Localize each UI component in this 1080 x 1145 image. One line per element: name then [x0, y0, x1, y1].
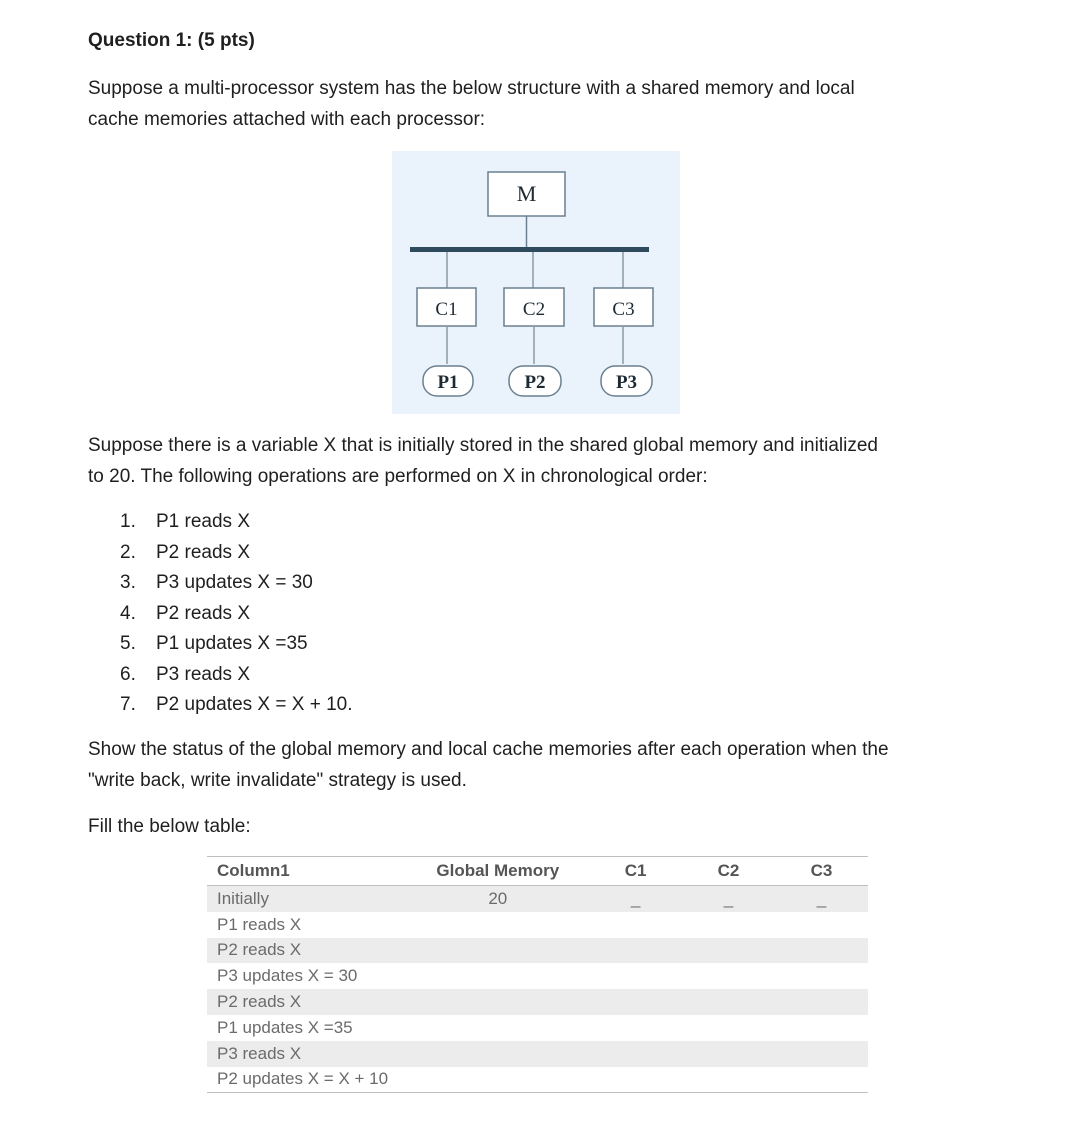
cell-c3[interactable]	[775, 1041, 868, 1067]
cell-global-memory[interactable]	[406, 963, 589, 989]
cell-c1[interactable]	[589, 989, 682, 1015]
operation-text: P3 reads X	[156, 663, 250, 685]
operation-number: 3.	[120, 572, 136, 593]
cache-label-c2: C2	[522, 299, 546, 320]
variable-line-1: Suppose there is a variable X that is initially stored in the shared global memory and initialized	[88, 435, 878, 456]
cell-c2[interactable]	[682, 1015, 775, 1041]
status-table-grid	[207, 856, 868, 1093]
intro-paragraph	[88, 73, 1038, 135]
system-bus	[410, 247, 649, 252]
operation-item	[120, 538, 352, 569]
header-c1: C1	[589, 857, 682, 886]
operation-item	[120, 690, 352, 721]
cell-c3[interactable]: _	[775, 886, 868, 912]
cell-c2[interactable]	[682, 1041, 775, 1067]
operation-item	[120, 599, 352, 630]
operations-list	[120, 507, 352, 721]
cell-c3[interactable]	[775, 1015, 868, 1041]
operation-item	[120, 568, 352, 599]
cell-c1[interactable]: _	[589, 886, 682, 912]
cell-global-memory[interactable]	[406, 938, 589, 964]
operation-text: P1 reads X	[156, 511, 250, 532]
cell-global-memory[interactable]	[406, 1067, 589, 1093]
row-label: P2 reads X	[207, 938, 406, 964]
header-c3: C3	[775, 857, 868, 886]
processor-label-p3: P3	[615, 372, 638, 393]
row-label: P3 reads X	[207, 1041, 406, 1067]
processor-label-p2: P2	[524, 372, 546, 393]
operation-text: P2 updates X = X + 10.	[156, 694, 353, 715]
operation-number: 7.	[120, 694, 136, 715]
multiprocessor-diagram	[392, 151, 680, 414]
variable-line-2: to 20. The following operations are performed on X in chronological order:	[88, 466, 708, 487]
intro-line-2: cache memories attached with each processor:	[88, 109, 486, 130]
cell-global-memory[interactable]	[406, 989, 589, 1015]
cell-c2[interactable]: _	[682, 886, 775, 912]
operation-number: 4.	[120, 602, 136, 624]
cell-c1[interactable]	[589, 963, 682, 989]
cell-c1[interactable]	[589, 1041, 682, 1067]
table-row	[207, 886, 868, 912]
cell-c2[interactable]	[682, 1067, 775, 1093]
cell-c2[interactable]	[682, 989, 775, 1015]
header-column1: Column1	[207, 857, 406, 886]
memory-label: M	[516, 181, 537, 206]
operation-text: P1 updates X =35	[156, 633, 308, 654]
cell-c2[interactable]	[682, 963, 775, 989]
operation-number: 6.	[120, 663, 136, 685]
cell-c1[interactable]	[589, 912, 682, 938]
operation-text: P2 reads X	[156, 541, 250, 563]
diagram-svg	[392, 151, 680, 414]
table-row	[207, 963, 868, 989]
cell-c1[interactable]	[589, 1067, 682, 1093]
row-label: P2 reads X	[207, 989, 406, 1015]
cell-c3[interactable]	[775, 1067, 868, 1093]
table-row	[207, 1015, 868, 1041]
processor-label-p1: P1	[437, 372, 459, 393]
cell-c3[interactable]	[775, 938, 868, 964]
cell-global-memory[interactable]	[406, 912, 589, 938]
table-row	[207, 1041, 868, 1067]
cell-c2[interactable]	[682, 912, 775, 938]
status-table	[207, 856, 868, 1093]
cell-c3[interactable]	[775, 912, 868, 938]
variable-paragraph	[88, 430, 1038, 492]
operation-item	[120, 629, 352, 660]
cell-global-memory[interactable]: 20	[406, 886, 589, 912]
cell-c1[interactable]	[589, 938, 682, 964]
operation-text: P2 reads X	[156, 602, 250, 624]
operation-number: 5.	[120, 633, 136, 654]
instruction-paragraph	[88, 734, 1038, 796]
cache-label-c1: C1	[435, 299, 458, 320]
intro-line-1: Suppose a multi-processor system has the below structure with a shared memory and local	[88, 78, 855, 99]
cell-global-memory[interactable]	[406, 1041, 589, 1067]
table-header-row	[207, 857, 868, 886]
instruction-line-2: "write back, write invalidate" strategy is used.	[88, 770, 467, 791]
row-label: P1 reads X	[217, 914, 302, 934]
cache-label-c3: C3	[612, 299, 635, 320]
row-label: Initially	[207, 886, 406, 912]
header-global-memory: Global Memory	[406, 857, 589, 886]
cell-c1[interactable]	[589, 1015, 682, 1041]
table-row	[207, 1067, 868, 1093]
table-row	[207, 989, 868, 1015]
operation-number: 2.	[120, 541, 136, 563]
row-label: P1 updates X =35	[217, 1017, 353, 1037]
fill-table-label: Fill the below table:	[88, 816, 251, 837]
row-label: P2 updates X = X + 10	[207, 1067, 406, 1093]
cell-c3[interactable]	[775, 963, 868, 989]
operation-number: 1.	[120, 511, 136, 532]
cell-c2[interactable]	[682, 938, 775, 964]
instruction-line-1: Show the status of the global memory and local cache memories after each operation when the	[88, 739, 889, 760]
row-label: P3 updates X = 30	[217, 966, 358, 986]
cell-c3[interactable]	[775, 989, 868, 1015]
header-c2: C2	[682, 857, 775, 886]
table-row	[207, 938, 868, 964]
cell-global-memory[interactable]	[406, 1015, 589, 1041]
operation-item	[120, 507, 352, 538]
operation-text: P3 updates X = 30	[156, 572, 313, 593]
table-row	[207, 912, 868, 938]
question-title: Question 1: (5 pts)	[88, 30, 255, 51]
operation-item	[120, 660, 352, 691]
